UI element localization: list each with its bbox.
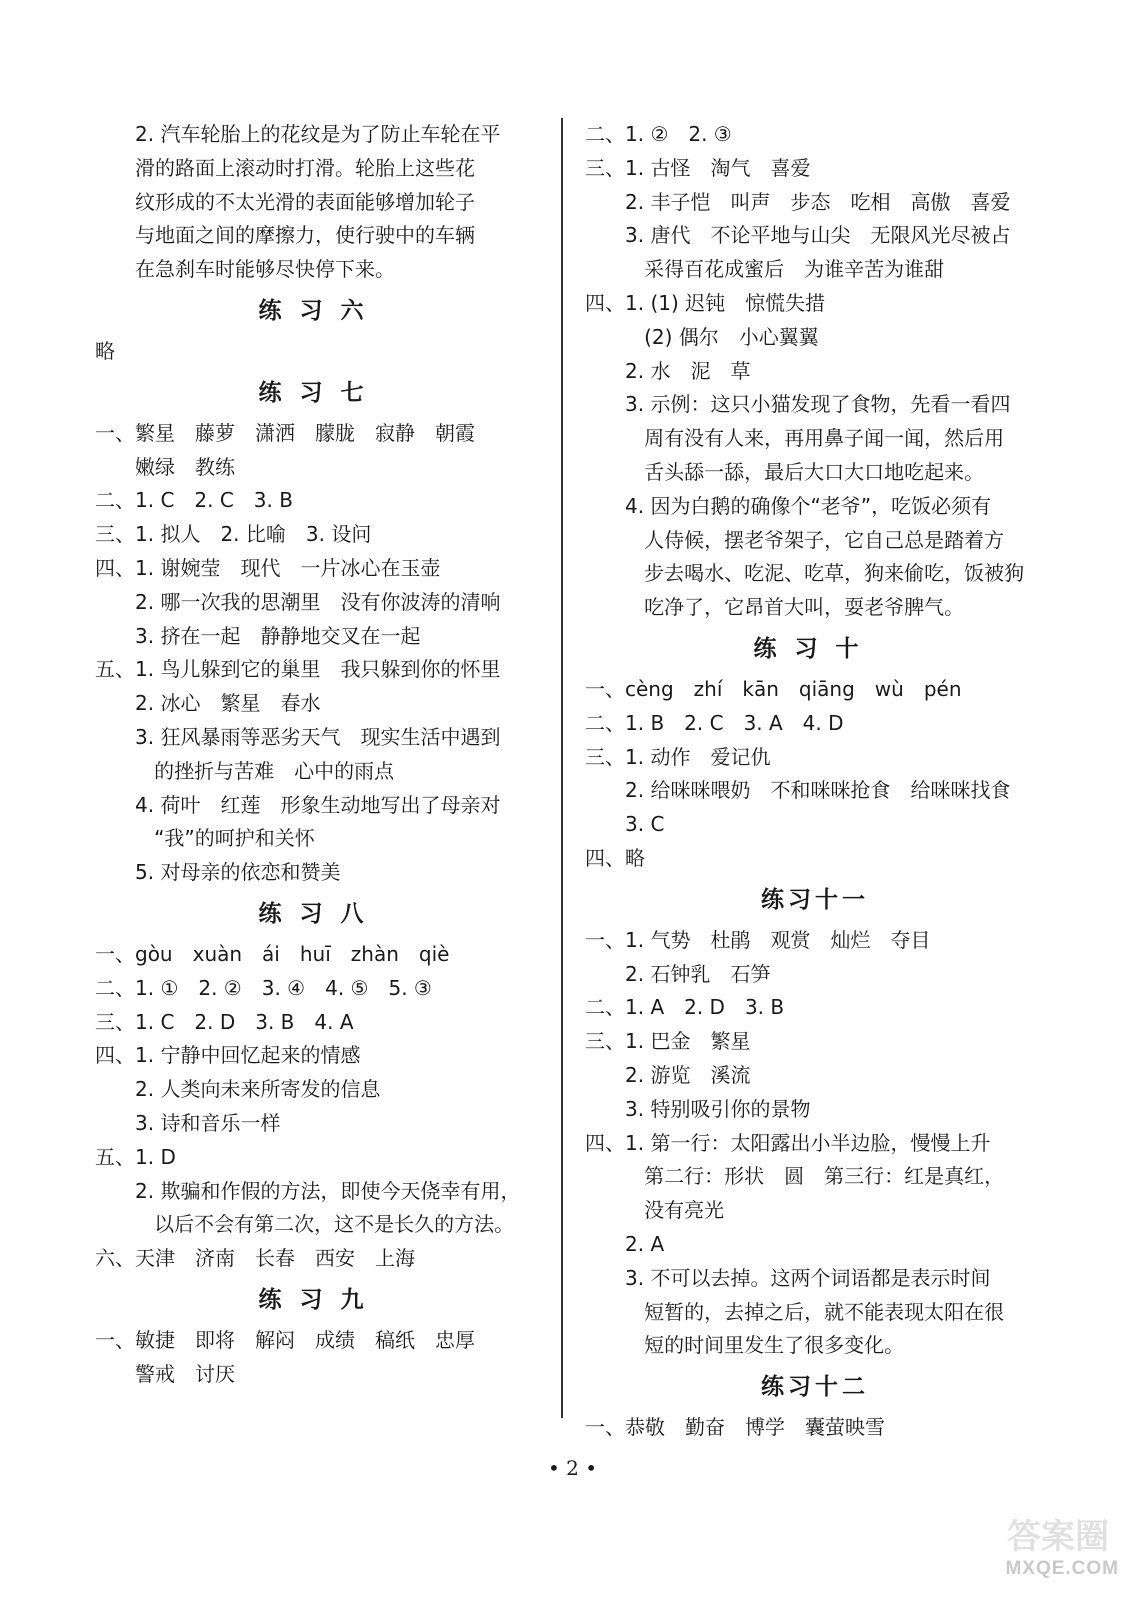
answer-line: 四、1. (1) 迟钝 惊慌失措 bbox=[585, 290, 826, 315]
answer-line: 滑的路面上滚动时打滑。轮胎上这些花 bbox=[135, 155, 475, 180]
answer-line: 三、1. 动作 爱记仇 bbox=[585, 744, 771, 769]
answer-line: 一、敏捷 即将 解闷 成绩 稿纸 忠厚 bbox=[95, 1327, 475, 1352]
answer-line: 警戒 讨厌 bbox=[135, 1361, 235, 1386]
answer-line: 3. 狂风暴雨等恶劣天气 现实生活中遇到 bbox=[135, 724, 501, 749]
answer-line: 在急刹车时能够尽快停下来。 bbox=[135, 257, 395, 282]
section-heading: 练习八 bbox=[258, 900, 382, 927]
section-heading: 练习九 bbox=[258, 1286, 382, 1313]
answer-line: 步去喝水、吃泥、吃草，狗来偷吃，饭被狗 bbox=[625, 561, 1025, 586]
left-column bbox=[95, 118, 545, 1392]
answer-line: 2. A bbox=[625, 1231, 665, 1256]
answer-line: 短的时间里发生了很多变化。 bbox=[625, 1333, 905, 1358]
answer-line: 的挫折与苦难 心中的雨点 bbox=[135, 758, 395, 783]
answer-line: “我”的呵护和关怀 bbox=[135, 826, 315, 851]
answer-line: 周有没有人来，再用鼻子闻一闻，然后用 bbox=[625, 426, 1005, 451]
answer-line: 3. 不可以去掉。这两个词语都是表示时间 bbox=[625, 1265, 991, 1290]
answer-line: 略 bbox=[95, 338, 115, 363]
answer-line: 2. 人类向未来所寄发的信息 bbox=[135, 1077, 381, 1102]
answer-line: 一、1. 气势 杜鹃 观赏 灿烂 夺目 bbox=[585, 927, 931, 952]
answer-line: 三、1. 古怪 淘气 喜爱 bbox=[585, 155, 811, 180]
watermark-url: MXQE.COM bbox=[1005, 1558, 1119, 1579]
answer-line: 舌头舔一舔，最后大口大口地吃起来。 bbox=[625, 459, 985, 484]
answer-line: 纹形成的不太光滑的表面能够增加轮子 bbox=[135, 189, 475, 214]
section-heading: 练习十 bbox=[753, 635, 877, 662]
answer-line: 第二行：形状 圆 第三行：红是真红， bbox=[625, 1164, 1005, 1189]
answer-line: 3. 唐代 不论平地与山尖 无限风光尽被占 bbox=[625, 223, 1011, 248]
answer-line: 二、1. ① 2. ② 3. ④ 4. ⑤ 5. ③ bbox=[95, 975, 432, 1000]
answer-line: 4. 因为白鹅的确像个“老爷”，吃饭必须有 bbox=[625, 493, 992, 518]
answer-line: 一、gòu xuàn ái huī zhàn qiè bbox=[95, 941, 450, 966]
page-number: • 2 • bbox=[547, 1456, 598, 1480]
answer-line: 短暂的，去掉之后，就不能表现太阳在很 bbox=[625, 1299, 1005, 1324]
answer-line: 三、1. 拟人 2. 比喻 3. 设问 bbox=[95, 522, 372, 547]
answer-line: 一、恭敬 勤奋 博学 囊萤映雪 bbox=[585, 1415, 885, 1440]
answer-line: (2) 偶尔 小心翼翼 bbox=[625, 324, 819, 349]
answer-line: 3. 挤在一起 静静地交叉在一起 bbox=[135, 623, 421, 648]
answer-line: 四、1. 第一行：太阳露出小半边脸，慢慢上升 bbox=[585, 1130, 991, 1155]
answer-line: 2. 哪一次我的思潮里 没有你波涛的清响 bbox=[135, 589, 501, 614]
answer-line: 嫩绿 教练 bbox=[135, 454, 235, 479]
answer-line: 六、天津 济南 长春 西安 上海 bbox=[95, 1246, 415, 1271]
answer-line: 2. 汽车轮胎上的花纹是为了防止车轮在平 bbox=[135, 122, 501, 146]
answer-line: 2. 水 泥 草 bbox=[625, 358, 751, 383]
answer-line: 2. 游览 溪流 bbox=[625, 1062, 751, 1087]
answer-line: 四、1. 谢婉莹 现代 一片冰心在玉壶 bbox=[95, 555, 441, 580]
answer-line: 3. 示例：这只小猫发现了食物，先看一看四 bbox=[625, 392, 1011, 417]
answer-line: 吃净了，它昂首大叫，耍老爷脾气。 bbox=[625, 595, 965, 620]
answer-line: 五、1. 鸟儿躲到它的巢里 我只躲到你的怀里 bbox=[95, 657, 501, 682]
answer-line: 以后不会有第二次，这不是长久的方法。 bbox=[135, 1212, 515, 1237]
answer-line: 二、1. A 2. D 3. B bbox=[585, 995, 785, 1020]
answer-line: 三、1. 巴金 繁星 bbox=[585, 1029, 751, 1054]
answer-line: 2. 丰子恺 叫声 步态 吃相 高傲 喜爱 bbox=[625, 189, 1011, 214]
answer-line: 三、1. C 2. D 3. B 4. A bbox=[95, 1009, 354, 1034]
answer-line: 四、1. 宁静中回忆起来的情感 bbox=[95, 1043, 361, 1068]
answer-line: 二、1. B 2. C 3. A 4. D bbox=[585, 710, 844, 735]
answer-line: 2. 石钟乳 石笋 bbox=[625, 961, 771, 986]
answer-line: 五、1. D bbox=[95, 1144, 176, 1169]
answer-line: 二、1. C 2. C 3. B bbox=[95, 488, 293, 513]
watermark-logo bbox=[981, 1518, 1131, 1588]
answer-line: 与地面之间的摩擦力，使行驶中的车辆 bbox=[135, 223, 475, 248]
section-heading: 练习十二 bbox=[761, 1374, 869, 1401]
answer-line: 2. 冰心 繁星 春水 bbox=[135, 691, 321, 716]
answer-line: 3. 特别吸引你的景物 bbox=[625, 1096, 811, 1121]
section-heading: 练习十一 bbox=[761, 886, 869, 913]
answer-line: 人侍候，摆老爷架子，它自己总是踏着方 bbox=[625, 527, 1005, 552]
answer-line: 采得百花成蜜后 为谁辛苦为谁甜 bbox=[625, 257, 945, 282]
answer-line: 5. 对母亲的依恋和赞美 bbox=[135, 860, 341, 885]
answer-line: 一、cèng zhí kān qiāng wù pén bbox=[585, 676, 962, 701]
column-divider bbox=[561, 118, 563, 1418]
answer-line: 3. C bbox=[625, 812, 665, 837]
answer-line: 没有亮光 bbox=[625, 1198, 725, 1223]
answer-line: 3. 诗和音乐一样 bbox=[135, 1110, 281, 1135]
answer-line: 四、略 bbox=[585, 845, 645, 870]
answer-line: 4. 荷叶 红莲 形象生动地写出了母亲对 bbox=[135, 792, 501, 817]
answer-line: 2. 欺骗和作假的方法，即使今天侥幸有用， bbox=[135, 1178, 521, 1203]
answer-line: 2. 给咪咪喂奶 不和咪咪抢食 给咪咪找食 bbox=[625, 778, 1011, 803]
right-column bbox=[585, 118, 1045, 1445]
section-heading: 练习六 bbox=[258, 297, 382, 324]
answer-line: 二、1. ② 2. ③ bbox=[585, 122, 732, 146]
section-heading: 练习七 bbox=[258, 379, 382, 406]
answer-line: 一、繁星 藤萝 潇洒 朦胧 寂静 朝霞 bbox=[95, 420, 475, 445]
watermark-title: 答案圈 bbox=[1007, 1517, 1109, 1557]
